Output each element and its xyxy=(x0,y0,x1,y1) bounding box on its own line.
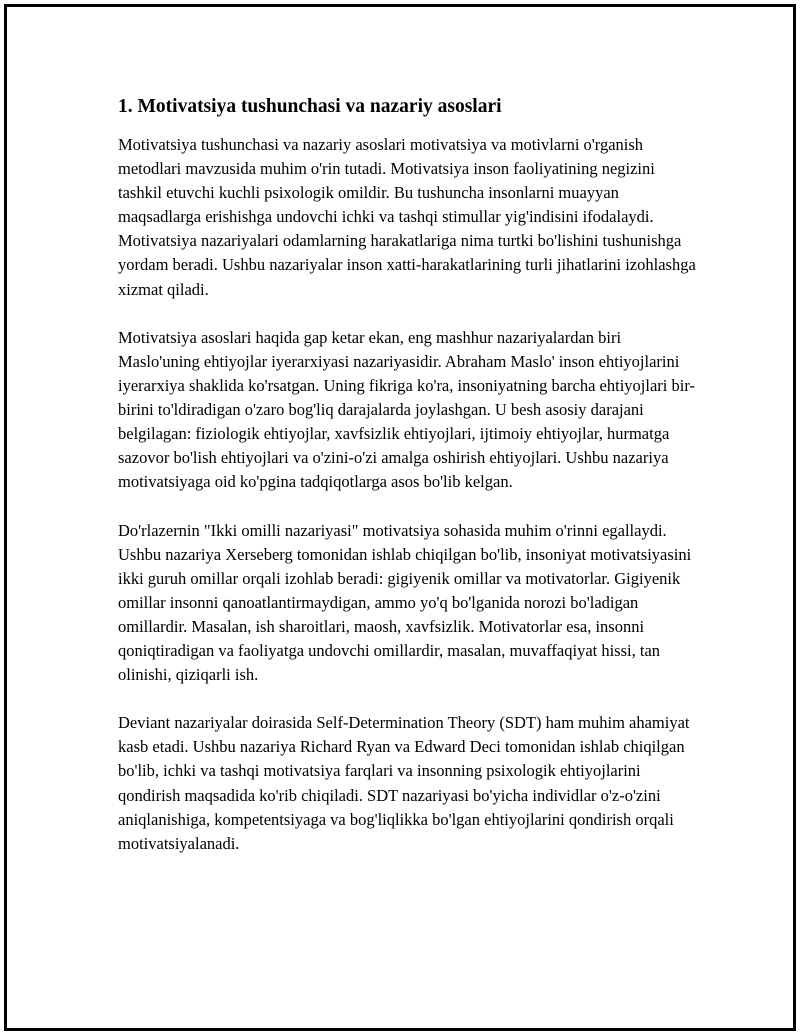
document-body xyxy=(118,94,698,880)
paragraph-2: Motivatsiya asoslari haqida gap ketar ekan, eng mashhur nazariyalardan biri Maslo'uning ehtiyojlar iyerarxiyasi nazariyasidir. Abraham Maslo' inson ehtiyojlarini iyerarxiya shaklida ko'rsatgan. Uning fikriga ko'ra, insoniyatning barcha ehtiyojlari bir-birini to'ldiradigan o'zaro bog'liq darajalarda joylashgan. U besh asosiy darajani belgilagan: fiziologik ehtiyojlar, xavfsizlik ehtiyojlari, ijtimoiy ehtiyojlar, hurmatga sazovor bo'lish ehtiyojlari va o'zini-o'zi amalga oshirish ehtiyojlari. Ushbu nazariya motivatsiyaga oid ko'pgina tadqiqotlarga asos bo'lib kelgan. xyxy=(118,327,695,492)
paragraph-4: Deviant nazariyalar doirasida Self-Determination Theory (SDT) ham muhim ahamiyat kasb etadi. Ushbu nazariya Richard Ryan va Edward Deci tomonidan ishlab chiqilgan bo'lib, ichki va tashqi motivatsiya farqlari va insonning psixologik ehtiyojlarini qondirish maqsadida ko'rib chiqiladi. SDT nazariyasi bo'yicha individlar o'z-o'zini aniqlanishiga, kompetentsiyaga va bog'liqlikka bo'lgan ehtiyojlarini qondirish orqali motivatsiyalanadi. xyxy=(118,713,690,853)
paragraph-3: Do'rlazernin "Ikki omilli nazariyasi" motivatsiya sohasida muhim o'rinni egallaydi. Ushbu nazariya Xerseberg tomonidan ishlab chiqilgan bo'lib, insoniyat motivatsiyasini ikki guruh omillar orqali izohlab beradi: gigiyenik omillar va motivatorlar. Gigiyenik omillar insonni qanoatlantirmaydigan, ammo yo'q bo'lganida norozi bo'ladigan omillardir. Masalan, ish sharoitlari, maosh, xavfsizlik. Motivatorlar esa, insonni qoniqtiradigan va faoliyatga undovchi omillardir, masalan, muvaffaqiyat hissi, tan olinishi, qiziqarli ish. xyxy=(118,520,692,685)
section-heading: 1. Motivatsiya tushunchasi va nazariy asoslari xyxy=(118,96,502,117)
paragraph-1: Motivatsiya tushunchasi va nazariy asoslari motivatsiya va motivlarni o'rganish metodlari mavzusida muhim o'rin tutadi. Motivatsiya inson faoliyatining negizini tashkil etuvchi kuchli psixologik omildir. Bu tushuncha insonlarni muayyan maqsadlarga erishishga undovchi ichki va tashqi stimullar yig'indisini ifodalaydi. Motivatsiya nazariyalari odamlarning harakatlariga nima turtki bo'lishini tushunishga yordam beradi. Ushbu nazariyalar inson xatti-harakatlarining turli jihatlarini izohlashga xizmat qiladi. xyxy=(118,135,696,299)
